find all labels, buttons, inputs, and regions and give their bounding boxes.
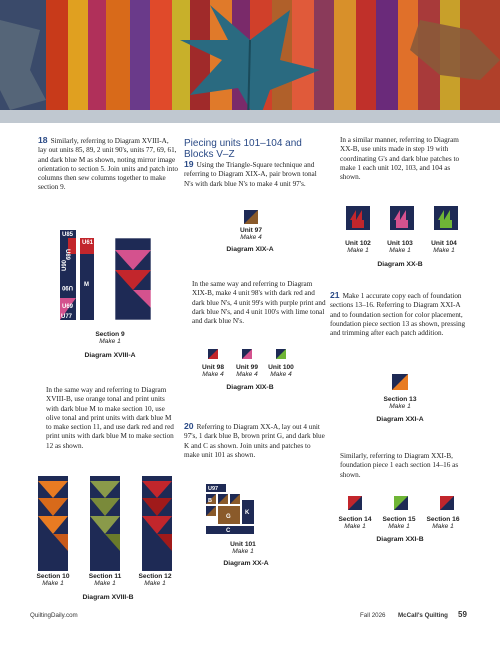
- para-18b-text: In the same way and referring to Diagram XVIII-B, use orange tonal and print units with dark blue M to make section 10, use olive tonal and print units with dark blue M to make section 11, and use dark red and red print units with dark blue M to make section 12 as shown.: [46, 386, 174, 450]
- step-19-text: 19 Using the Triangle-Square technique and referring to Diagram XIX-A, pair brown tonal N's with dark blue N's to make 4 unit 97's.: [184, 159, 317, 188]
- section-13-block: [392, 374, 408, 390]
- diag19b-caption-100: Unit 100 Make 4: [268, 364, 294, 379]
- diag18a-label-1: U61: [82, 240, 94, 246]
- diagram-xviii-b: [38, 476, 178, 571]
- diagram-xviii-a: [60, 230, 180, 330]
- diag19b-caption-98: Unit 98 Make 4: [202, 364, 224, 379]
- footer-issue: Fall 2026: [360, 612, 386, 619]
- diag19a-caption: Unit 97 Make 4: [240, 227, 262, 242]
- diagram-xxi-b-sections: [348, 496, 458, 512]
- diag21a-title: Diagram XXI-A: [376, 416, 424, 423]
- section-10-block: [38, 476, 68, 571]
- diag18a-label-2: U89: [64, 249, 70, 261]
- diag18b-title: Diagram XVIII-B: [82, 594, 134, 601]
- diag18a-label-4: U90: [61, 284, 73, 290]
- diag18a-title: Diagram XVIII-A: [84, 352, 136, 359]
- diag20a-label-4: C: [226, 528, 231, 534]
- section-11-block: [90, 476, 120, 571]
- step-18-text: 18 Similarly, referring to Diagram XVIII-A, lay out units 85, 89, 2 unit 90's, units 77, 69, 61, and dark blue M as shown, noting mirror image orientation to section 5. Join units and patch into columns then sew columns together to make section 9.: [38, 135, 178, 192]
- diag18a-label-7: U77: [61, 314, 73, 320]
- diag20b-caption-102: Unit 102 Make 1: [345, 240, 371, 255]
- footer-page-number: 59: [458, 610, 467, 619]
- diagram-xx-a: [206, 486, 262, 538]
- diag20a-label-3: K: [245, 510, 250, 516]
- section-12-block: [142, 476, 172, 571]
- diag20a-label-1: B: [208, 498, 212, 504]
- diag20a-title: Diagram XX-A: [223, 560, 269, 567]
- diag20b-title: Diagram XX-B: [377, 261, 423, 268]
- diag19a-title: Diagram XIX-A: [226, 246, 274, 253]
- footer-magazine: McCall's Quilting: [398, 612, 448, 619]
- diag18a-label-3: U90: [62, 259, 68, 271]
- footer-site: QuiltingDaily.com: [30, 612, 78, 619]
- diag18a-label-0: U85: [62, 232, 74, 238]
- quilt-photo: [0, 0, 500, 123]
- diag21b-caption-15: Section 15 Make 1: [382, 516, 416, 531]
- diag18a-label-5: M: [84, 282, 89, 288]
- diag20b-caption-103: Unit 103 Make 1: [387, 240, 413, 255]
- step-21-text: 21 Make 1 accurate copy each of foundation sections 13–16. Referring to Diagram XXI-A and to foundation section for color placement, foundation piece section 13 as shown, pressing and trimming after each patch addition.: [330, 290, 466, 338]
- diag19b-caption-99: Unit 99 Make 4: [236, 364, 258, 379]
- diag21b-caption-14: Section 14 Make 1: [338, 516, 372, 531]
- diag20a-caption: Unit 101 Make 1: [230, 541, 256, 556]
- diag20a-label-0: U97: [208, 486, 219, 492]
- para-19b-text: In the same way and referring to Diagram XIX-B, make 4 unit 98's with dark red and dark blue N's, 4 unit 99's with purple print and dark blue N's, and 4 unit 100's with lime tonal and dark blue N's.: [192, 280, 326, 326]
- diag21b-caption-16: Section 16 Make 1: [426, 516, 460, 531]
- diag20b-caption-104: Unit 104 Make 1: [431, 240, 457, 255]
- unit-97-diagram: [244, 210, 258, 224]
- diag19b-title: Diagram XIX-B: [226, 384, 274, 391]
- diag21a-caption: Section 13 Make 1: [383, 396, 417, 411]
- diag18a-label-6: U69: [62, 304, 74, 310]
- para-20b-text: In a similar manner, referring to Diagram XX-B, use units made in step 19 with coordinating G's and dark blue patches to make 1 each unit 102, 103, and 104 as shown.: [340, 136, 460, 182]
- diagram-xix-b-units: [208, 349, 288, 361]
- diag21b-title: Diagram XXI-B: [376, 536, 424, 543]
- diag18a-caption: Section 9 Make 1: [95, 331, 125, 346]
- section-header: Piecing units 101–104 and Blocks V–Z: [184, 138, 302, 160]
- diag18b-caption-12: Section 12 Make 1: [138, 573, 172, 588]
- diag18b-caption-10: Section 10 Make 1: [36, 573, 70, 588]
- para-21b-text: Similarly, referring to Diagram XXI-B, foundation piece 1 each section 14–16 as shown.: [340, 452, 459, 479]
- diag20a-label-2: G: [226, 514, 231, 520]
- diagram-xx-b-units: [346, 206, 466, 234]
- diag18b-caption-11: Section 11 Make 1: [88, 573, 122, 588]
- step-20-text: 20 Referring to Diagram XX-A, lay out 4 unit 97's, 1 dark blue B, brown print G, and dark blue K and C as shown. Join units and patches to make unit 101 as shown.: [184, 421, 325, 459]
